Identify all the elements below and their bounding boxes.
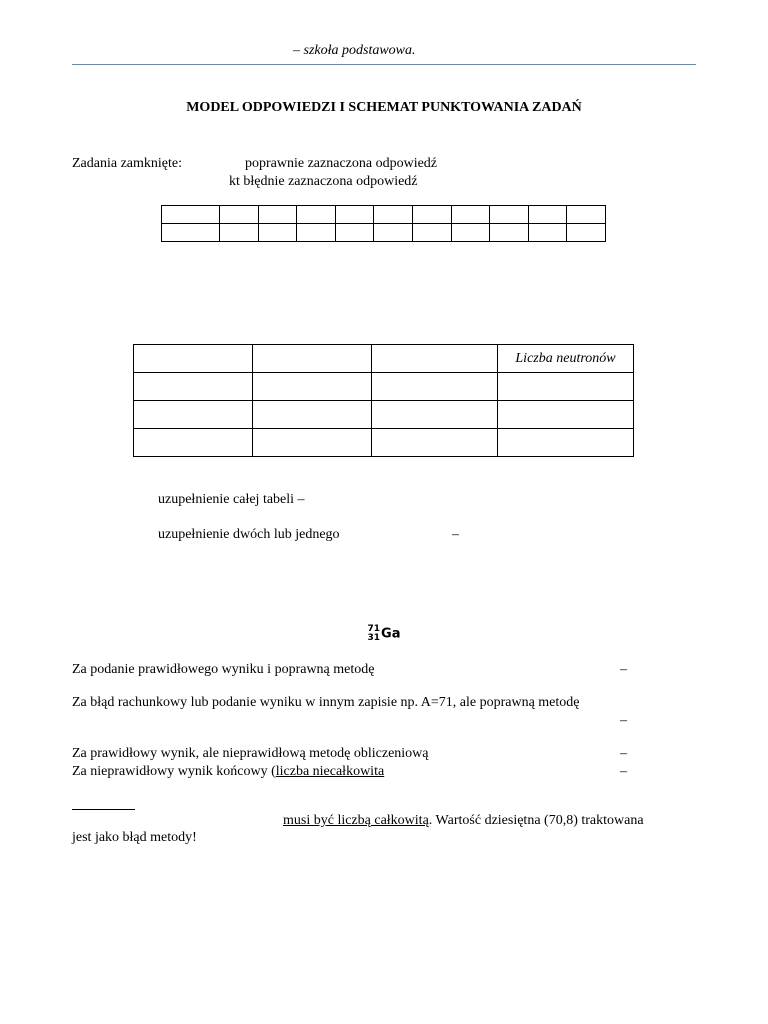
table-cell [253, 429, 372, 457]
table-cell [297, 224, 336, 242]
answer-key-row [162, 206, 606, 224]
table-cell [253, 373, 372, 401]
answer-key-row [162, 224, 606, 242]
note-underlined: musi być liczbą całkowitą [283, 813, 429, 828]
isotope-numbers [368, 625, 381, 643]
criterion-4-text [72, 763, 384, 780]
table-row [134, 429, 634, 457]
table-cell [134, 401, 253, 429]
closed-tasks-label: Zadania zamknięte: [72, 156, 182, 171]
mass-number: 71 [367, 624, 381, 634]
table-cell [412, 224, 451, 242]
table-header-row [134, 345, 634, 373]
table-cell [374, 206, 413, 224]
scoring-partial-table: uzupełnienie dwóch lub jednego [158, 527, 340, 542]
table-cell [498, 429, 634, 457]
scoring-partial-dash: – [452, 527, 459, 542]
atomic-number: 31 [367, 633, 381, 643]
table-cell [567, 206, 606, 224]
table-cell [253, 401, 372, 429]
table-cell [498, 401, 634, 429]
criterion-4-underlined: liczba niecałkowita [275, 764, 385, 779]
table-cell [567, 224, 606, 242]
criterion-2-dash: – [620, 713, 627, 728]
table-cell [372, 401, 498, 429]
criterion-3-text: Za prawidłowy wynik, ale nieprawidłową metodę obliczeniową [72, 746, 429, 761]
note-line-1 [283, 812, 644, 829]
table-cell [528, 224, 567, 242]
table-cell [134, 373, 253, 401]
table-cell [490, 224, 529, 242]
scoring-full-table: uzupełnienie całej tabeli – [158, 492, 305, 507]
criterion-2-text: Za błąd rachunkowy lub podanie wyniku w innym zapisie np. A=71, ale poprawną metodę [72, 695, 580, 710]
table-cell [490, 206, 529, 224]
closed-tasks-correct: poprawnie zaznaczona odpowiedź [245, 156, 438, 171]
table-cell [134, 429, 253, 457]
isotope-table [133, 344, 634, 457]
table-cell [372, 373, 498, 401]
table-cell [335, 206, 374, 224]
table-cell [162, 224, 220, 242]
criterion-4-dash: – [620, 764, 627, 779]
header-school-text: – szkoła podstawowa. [293, 43, 416, 58]
table-cell [412, 206, 451, 224]
element-symbol: Ga [381, 626, 401, 642]
page-title: MODEL ODPOWIEDZI I SCHEMAT PUNKTOWANIA ZADAŃ [186, 100, 582, 115]
note-rest: . Wartość dziesiętna (70,8) traktowana [428, 813, 644, 828]
table-row [134, 373, 634, 401]
criterion-1-dash: – [620, 662, 627, 677]
table-cell [528, 206, 567, 224]
table-cell [451, 224, 490, 242]
table-cell [335, 224, 374, 242]
table-row [134, 401, 634, 429]
table-cell [372, 429, 498, 457]
header-cell-neutrons: Liczba neutronów [498, 345, 634, 373]
table-cell [220, 224, 259, 242]
table-cell [297, 206, 336, 224]
header-cell [372, 345, 498, 373]
table-cell [498, 373, 634, 401]
table-cell [258, 224, 297, 242]
header-cell [253, 345, 372, 373]
criterion-3-dash: – [620, 746, 627, 761]
answer-key-table [161, 205, 606, 242]
table-cell [374, 224, 413, 242]
criterion-1-text: Za podanie prawidłowego wyniku i poprawną metodę [72, 662, 375, 677]
table-cell [220, 206, 259, 224]
criterion-4-prefix: Za nieprawidłowy wynik końcowy ( [72, 764, 276, 779]
table-cell [258, 206, 297, 224]
isotope-notation [0, 625, 768, 643]
closed-tasks-incorrect: kt błędnie zaznaczona odpowiedź [229, 174, 418, 189]
table-cell [162, 206, 220, 224]
header-cell [134, 345, 253, 373]
header-divider [72, 64, 696, 65]
note-separator [72, 809, 135, 810]
table-cell [451, 206, 490, 224]
note-line-2: jest jako błąd metody! [72, 830, 197, 845]
